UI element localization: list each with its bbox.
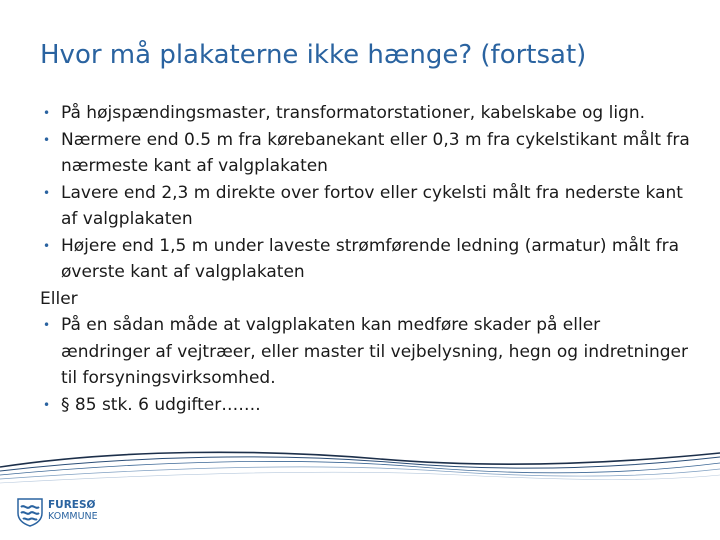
list-item-text: Lavere end 2,3 m direkte over fortov eller cykelsti målt fra nederste kant af valgplakaten [61, 182, 683, 229]
logo-wordmark [48, 499, 98, 523]
list-item [40, 312, 690, 392]
list-item [40, 392, 690, 419]
list-item [40, 233, 690, 286]
bullet-list [40, 100, 690, 418]
slide-title: Hvor må plakaterne ikke hænge? (fortsat) [40, 40, 587, 70]
furesoe-crest-icon [16, 497, 44, 527]
list-item-text: § 85 stk. 6 udgifter……. [61, 394, 261, 415]
list-separator-text: Eller [40, 288, 78, 309]
list-item [40, 100, 690, 127]
list-item-text: På en sådan måde at valgplakaten kan medføre skader på eller ændringer af vejtræer, eller master til vejbelysning, hegn og indretninger til forsyningsvirksomhed. [61, 315, 689, 388]
bullet-dot-icon: • [43, 132, 51, 147]
bullet-dot-icon: • [43, 238, 51, 253]
logo-line-2: KOMMUNE [48, 511, 98, 522]
decorative-waves [0, 445, 720, 505]
bullet-dot-icon: • [43, 106, 51, 120]
bullet-dot-icon: • [43, 318, 51, 332]
list-item-text: På højspændingsmaster, transformatorstationer, kabelskabe og lign. [61, 103, 646, 123]
list-item-text: Nærmere end 0.5 m fra kørebanekant eller 0,3 m fra cykelstikant målt fra nærmeste kant af valgplakaten [61, 129, 690, 176]
list-item [40, 127, 690, 180]
bullet-dot-icon: • [43, 397, 51, 412]
list-item-text: Højere end 1,5 m under laveste strømførende ledning (armatur) målt fra øverste kant af valgplakaten [61, 235, 680, 282]
list-item [40, 180, 690, 233]
bullet-dot-icon: • [43, 185, 51, 200]
logo-line-1: FURESØ [48, 499, 96, 511]
